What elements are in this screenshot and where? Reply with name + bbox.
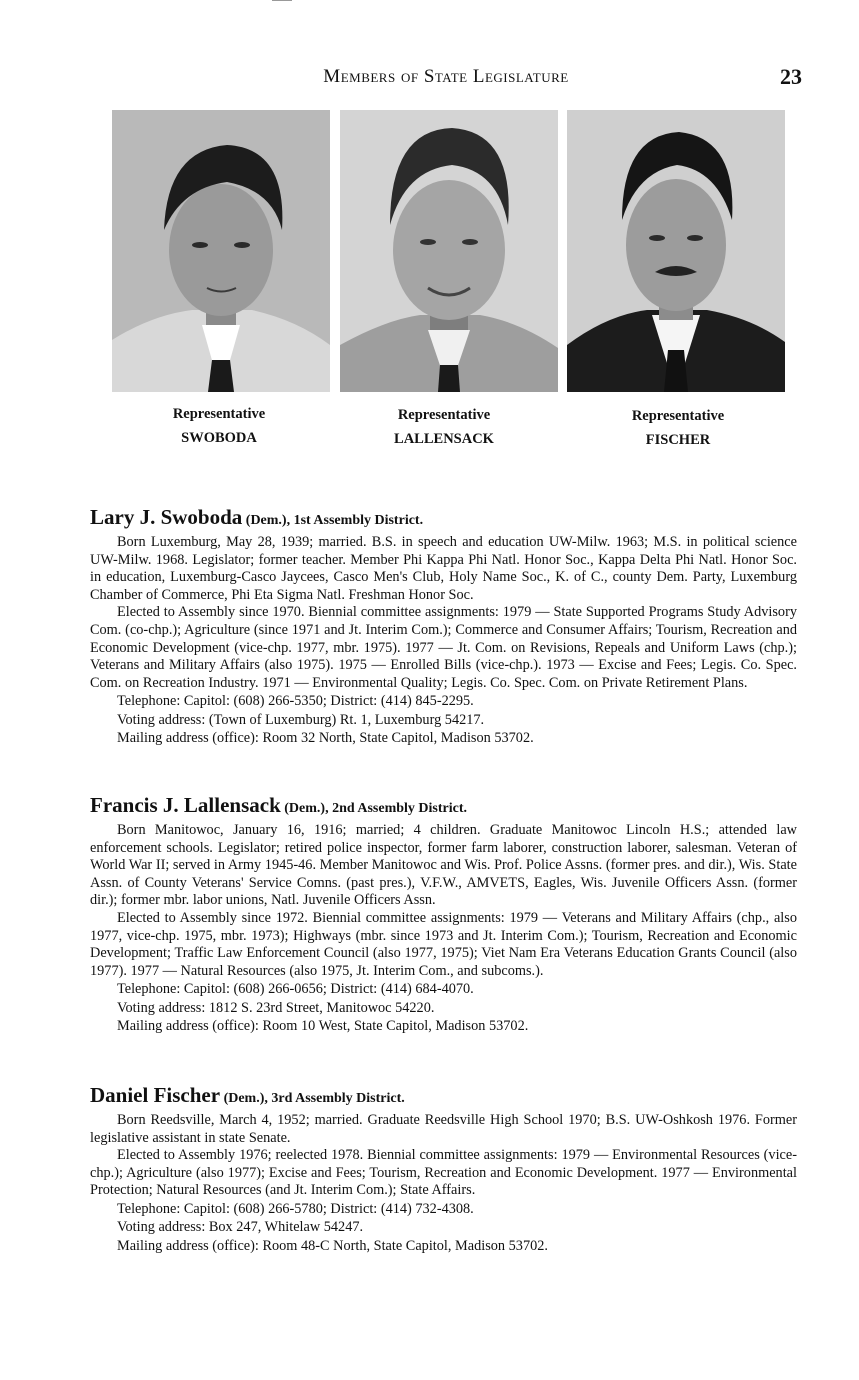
bio-telephone: Telephone: Capitol: (608) 266-0656; District: (414) 684-4070. bbox=[117, 981, 474, 998]
caption-swoboda bbox=[99, 402, 339, 450]
caption-title: Representative bbox=[631, 408, 725, 424]
caption-title: Representative bbox=[397, 407, 491, 423]
portrait-swoboda bbox=[112, 110, 330, 392]
caption-name: LALLENSACK bbox=[394, 431, 494, 447]
bio-paragraph: Elected to Assembly since 1972. Biennial committee assignments: 1979 — Veterans and Military Affairs (chp., also 1977, vice-chp. 1975, mbr. 1973); Highways (mbr. since 1973 and Jt. Interim Com.); Tourism, Recreation and Economic Development; Traffic Law Enforcement Council (also 1977, 1975); Viet Nam Era Veterans Education Grants Council (also 1977). 1977 — Natural Resources (also 1975, Jt. Interim Com., and subcoms.). bbox=[90, 909, 797, 979]
portrait-lallensack bbox=[340, 110, 558, 392]
caption-title: Representative bbox=[172, 406, 266, 422]
bio-voting-address: Voting address: (Town of Luxemburg) Rt. 1, Luxemburg 54217. bbox=[117, 711, 485, 728]
bio-swoboda bbox=[90, 506, 797, 748]
bio-mailing-address: Mailing address (office): Room 32 North, State Capitol, Madison 53702. bbox=[117, 730, 534, 747]
running-title: Members of State Legislature bbox=[323, 66, 569, 87]
caption-lallensack bbox=[324, 403, 564, 451]
bio-paragraph: Elected to Assembly 1976; reelected 1978. Biennial committee assignments: 1979 — Environmental Resources (vice-chp.); Agriculture (also 1977); Excise and Fees; Tourism, Recreation and Economic Development. 1977 — Environmental Protection; Natural Resources (and Jt. Interim Com.); State Affairs. bbox=[90, 1147, 797, 1199]
caption-name: FISCHER bbox=[645, 432, 711, 448]
bio-heading bbox=[90, 506, 797, 532]
portrait-lallensack-image bbox=[340, 110, 558, 392]
portrait-fischer bbox=[567, 110, 785, 392]
bio-paragraph: Born Luxemburg, May 28, 1939; married. B.S. in speech and education UW-Milw. 1963; M.S. in political science UW-Milw. 1968. Legislator; former teacher. Member Phi Kappa Phi Natl. Honor Soc., Kappa Delta Phi Natl. Honor Soc. in education, Luxemburg-Casco Jaycees, Casco Men's Club, Holy Name Soc., K. of C., county Dem. Party, Luxemburg Chamber of Commerce, Phi Eta Sigma Natl. Freshman Honor Soc. bbox=[90, 534, 797, 603]
page-number: 23 bbox=[780, 64, 802, 89]
bio-heading bbox=[90, 1084, 797, 1110]
bio-mailing-address: Mailing address (office): Room 48-C North, State Capitol, Madison 53702. bbox=[117, 1237, 548, 1254]
bio-affiliation: (Dem.), 1st Assembly District. bbox=[245, 513, 424, 528]
bio-lallensack bbox=[90, 794, 797, 1036]
bio-mailing-address: Mailing address (office): Room 10 West, State Capitol, Madison 53702. bbox=[117, 1018, 529, 1035]
bio-affiliation: (Dem.), 2nd Assembly District. bbox=[284, 801, 468, 816]
caption-name: SWOBODA bbox=[181, 430, 257, 446]
bio-paragraph: Born Reedsville, March 4, 1952; married. Graduate Reedsville High School 1970; B.S. UW-Oshkosh 1976. Former legislative assistant in state Senate. bbox=[90, 1112, 797, 1146]
bio-voting-address: Voting address: 1812 S. 23rd Street, Manitowoc 54220. bbox=[117, 999, 435, 1016]
bio-paragraph: Born Manitowoc, January 16, 1916; married; 4 children. Graduate Manitowoc Lincoln H.S.; attended law enforcement schools. Legislator; retired police inspector, former farm laborer, construction laborer, salesman. Veteran of World War II; served in Army 1945-46. Member Manitowoc and Wis. Prof. Police Assns. (former pres. and dir.), Wis. State Assn. of County Veterans' Service Comns. (past pres.), V.F.W., AMVETS, Eagles, Wis. Juvenile Officers Assn. (former dir.); former mbr. labor unions, Natl. Juvenile Officers Assn. bbox=[90, 822, 797, 909]
caption-fischer bbox=[558, 404, 798, 452]
page-header bbox=[90, 66, 802, 94]
bio-fischer bbox=[90, 1084, 797, 1255]
page-edge-mark bbox=[272, 0, 292, 1]
bio-affiliation: (Dem.), 3rd Assembly District. bbox=[223, 1091, 405, 1106]
bio-paragraph: Elected to Assembly since 1970. Biennial committee assignments: 1979 — State Supported Programs Study Advisory Com. (co-chp.); Agriculture (since 1971 and Jt. Interim Com.); Commerce and Consumer Affairs; Tourism, Recreation and Economic Development (vice-chp. 1977, mbr. 1975). 1977 — Jt. Com. on Revisions, Repeals and Uniform Laws (chp.); Veterans and Military Affairs (also 1975). 1975 — Enrolled Bills (vice-chp.). 1973 — Excise and Fees; Legis. Co. Spec. Com. on Recreation Industry. 1971 — Environmental Quality; Legis. Co. Spec. Com. on Private Retirement Plans. bbox=[90, 604, 797, 691]
bio-name: Lary J. Swoboda bbox=[90, 505, 243, 529]
bio-name: Daniel Fischer bbox=[90, 1083, 221, 1107]
bio-name: Francis J. Lallensack bbox=[90, 793, 281, 817]
bio-heading bbox=[90, 794, 797, 820]
bio-voting-address: Voting address: Box 247, Whitelaw 54247. bbox=[117, 1219, 364, 1236]
portrait-fischer-image bbox=[567, 110, 785, 392]
bio-telephone: Telephone: Capitol: (608) 266-5780; District: (414) 732-4308. bbox=[117, 1200, 474, 1217]
bio-telephone: Telephone: Capitol: (608) 266-5350; District: (414) 845-2295. bbox=[117, 693, 474, 710]
portrait-swoboda-image bbox=[112, 110, 330, 392]
